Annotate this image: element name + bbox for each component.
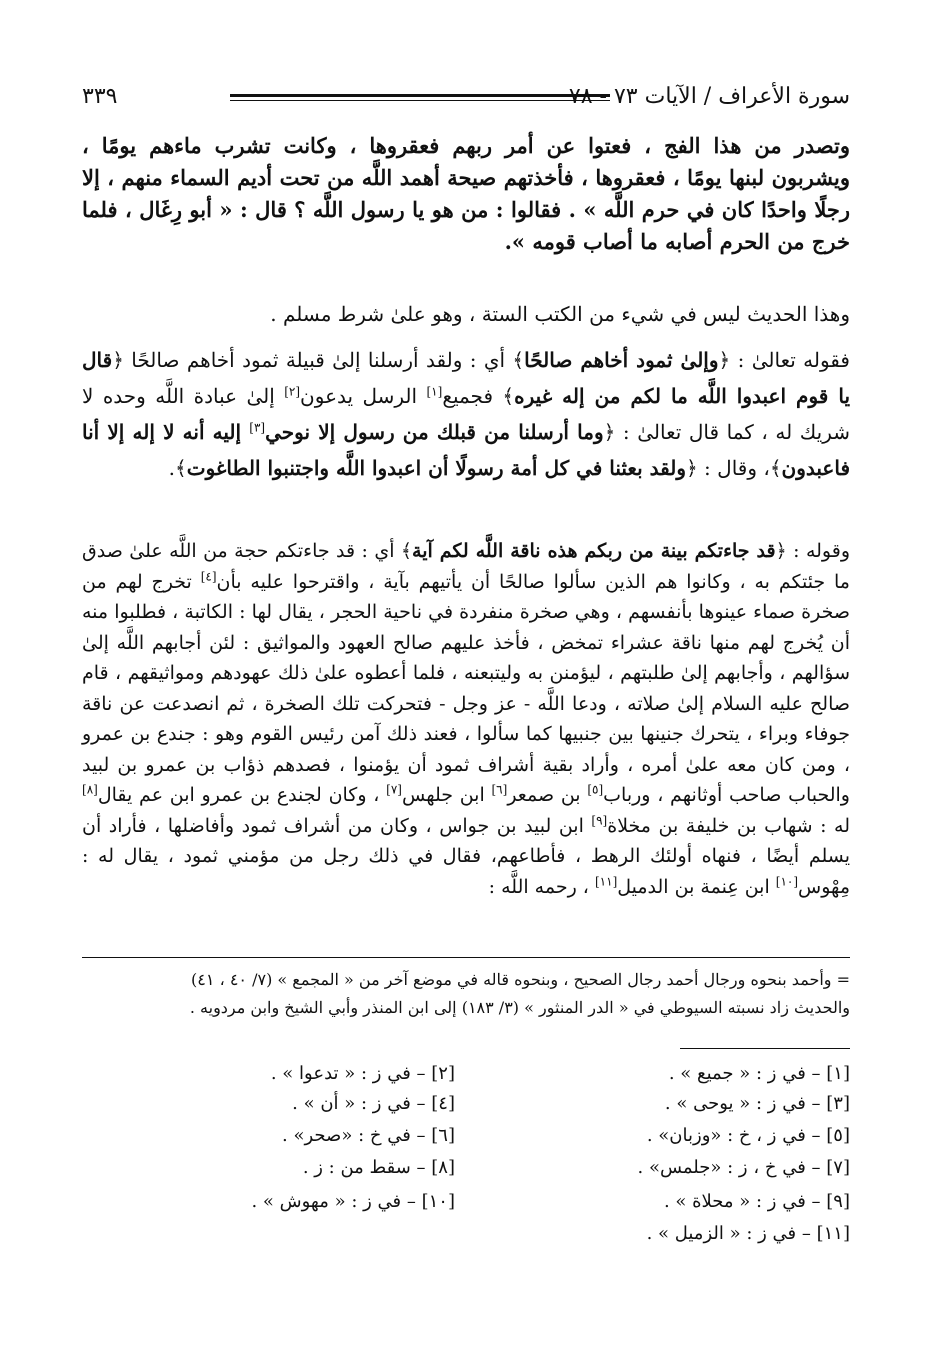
text-span: ابن جلهس bbox=[401, 784, 492, 806]
quran-verse: وما أرسلنا من قبلك من رسول إلا نوحي bbox=[265, 420, 604, 444]
tafsir-paragraph-1 bbox=[82, 342, 850, 486]
note-ref-10: [١٠] bbox=[775, 874, 799, 889]
apparatus-note: [٨] – سقط من : ز . bbox=[302, 1157, 455, 1178]
apparatus-note: [٧] – في خ ، ز : «جلمس» . bbox=[637, 1157, 850, 1178]
critical-apparatus bbox=[0, 1060, 940, 1340]
text-span: فقوله تعالىٰ : ﴿ bbox=[718, 348, 850, 372]
header-rule bbox=[230, 94, 610, 97]
note-text: في ز : « الزميل » . bbox=[646, 1223, 797, 1244]
apparatus-note: [١] – في ز : « جميع » . bbox=[668, 1063, 850, 1084]
quran-verse: وإلىٰ ثمود أخاهم صالحًا bbox=[524, 348, 719, 372]
page-number: ٣٣٩ bbox=[82, 84, 118, 109]
note-ref-3: [٣] bbox=[249, 420, 266, 435]
apparatus-note: [٩] – في ز : « محلاة » . bbox=[663, 1191, 850, 1212]
note-number: [٩] bbox=[826, 1191, 850, 1212]
page-header bbox=[82, 82, 850, 112]
note-number: [٤] bbox=[431, 1093, 455, 1114]
note-text: سقط من : ز . bbox=[302, 1157, 411, 1178]
note-ref-2: [٢] bbox=[284, 384, 301, 399]
note-number: [٥] bbox=[826, 1125, 850, 1146]
note-text: في ز : « يوحى » . bbox=[664, 1093, 806, 1114]
text-span: وقوله : ﴿ bbox=[775, 540, 851, 562]
quran-verse: ولقد بعثنا في كل أمة رسولًا أن اعبدوا اللَّه واجتنبوا الطاغوت bbox=[186, 456, 686, 480]
footnote-line: والحديث زاد نسبته السيوطي في « الدر المنثور » (٣/ ١٨٣) إلى ابن المنذر وأبي الشيخ وابن مردويه . bbox=[189, 998, 850, 1017]
note-number: [١] bbox=[826, 1063, 850, 1084]
note-text: في ز : « تدعوا » . bbox=[270, 1063, 411, 1084]
note-ref-5: [٥] bbox=[587, 782, 604, 797]
apparatus-note: [١١] – في ز : « الزميل » . bbox=[646, 1223, 850, 1244]
text-span: له : شهاب بن خليفة بن مخلاة bbox=[607, 814, 850, 837]
apparatus-note: [٢] – في ز : « تدعوا » . bbox=[270, 1063, 455, 1084]
apparatus-note: [٤] – في ز : « أن » . bbox=[292, 1093, 455, 1114]
text-span: ابن عِنمة بن الدميل bbox=[617, 875, 776, 898]
note-ref-1: [١] bbox=[426, 384, 443, 399]
text-span: ، رحمه اللَّه : bbox=[488, 875, 595, 898]
continued-footnote bbox=[82, 966, 850, 1022]
apparatus-separator bbox=[680, 1048, 850, 1049]
note-text: في ز : « محلاة » . bbox=[663, 1191, 806, 1212]
note-number: [١٠] bbox=[421, 1191, 455, 1212]
text-span: تخرج لهم من صخرة صماء عينوها بأنفسهم ، وهي صخرة منفردة في ناحية الحجر ، يقال لها : الكاتبة ، فطلبوا منه أن يُخرج لهم منها ناقة عشراء تمخض ، فأخذ عليهم صالح العهود والمواثيق : لئن أجابهم اللَّه إلىٰ سؤالهم ، وأجابهم إلىٰ طلبتهم ، ليؤمنن به وليتبعنه ، فلما أعطوه علىٰ ذلك عهودهم ومواثيقهم ، قام صالح عليه السلام إلىٰ صلاته ، ودعا اللَّه - عز وجل - فتحركت تلك الصخرة ، ثم انصدعت عن ناقة جوفاء وبراء ، يتحرك جنينها بين جنبيها كما سألوا ، فعند ذلك آمن رئيس القوم وهو : جندع بن عمرو ، ومن كان معه علىٰ أمره ، وأراد بقية أشراف ثمود أن يؤمنوا ، فصدهم ذؤاب بن عمرو بن لبيد والحباب صاحب أوثانهم ، ورباب bbox=[82, 570, 850, 806]
note-text: في ز : « جميع » . bbox=[668, 1063, 806, 1084]
text-span: ﴾ فجميع bbox=[442, 384, 515, 408]
text-span: ﴾ أي : قد جاءتكم حجة من اللَّه علىٰ صدق ما جئتكم به ، وكانوا هم الذين سألوا صالحًا أن يأتيهم بآية ، واقترحوا عليه بأن bbox=[82, 540, 850, 593]
text-span: ابن لبيد بن جواس ، وكان من أشراف ثمود وأفاضلها ، فأراد أن يسلم أيضًا ، فنهاه أولئك الرهط ، فأطاعهم، فقال في ذلك رجل من مؤمني ثمود ، يقال له : مِهْوس bbox=[82, 814, 850, 898]
header-rule-thin bbox=[230, 100, 610, 101]
note-text: في ز ، خ : «وزبان» . bbox=[646, 1125, 806, 1146]
note-number: [٦] bbox=[431, 1125, 455, 1146]
apparatus-note: [١٠] – في ز : « مهوش » . bbox=[251, 1191, 455, 1212]
apparatus-note: [٣] – في ز : « يوحى » . bbox=[664, 1093, 850, 1114]
note-number: [١١] bbox=[816, 1223, 850, 1244]
text-span: بن صمعر bbox=[507, 784, 588, 806]
footnote-line: = وأحمد بنحوه ورجال أحمد رجال الصحيح ، وبنحوه قاله في موضع آخر من « المجمع » (٧/ ٤٠ ، ٤١) bbox=[191, 970, 850, 989]
quran-verse: قد جاءتكم بينة من ربكم هذه ناقة اللَّه لكم آية bbox=[412, 540, 776, 562]
apparatus-note: [٥] – في ز ، خ : «وزبان» . bbox=[646, 1125, 850, 1146]
footnote-separator bbox=[82, 957, 850, 958]
quran-verse: قال يا قوم اعبدوا اللَّه ما لكم من إله غيره bbox=[82, 348, 851, 408]
hadith-grading-paragraph: وهذا الحديث ليس في شيء من الكتب الستة ، وهو علىٰ شرط مسلم . bbox=[270, 302, 850, 326]
note-number: [٣] bbox=[826, 1093, 850, 1114]
text-span: ، وكان لجندع بن عمرو ابن عم يقال bbox=[97, 784, 387, 806]
text-span: الرسل يدعون bbox=[300, 384, 427, 408]
note-ref-8: [٨] bbox=[82, 782, 98, 797]
hadith-paragraph: وتصدر من هذا الفج ، فعتوا عن أمر ربهم فعقروها ، وكانت تشرب ماءهم يومًا ، ويشربون لبنها يومًا ، فعقروها ، فأخذتهم صيحة أهمد اللَّه من تحت أديم السماء منهم ، إلا رجلًا واحدًا كان في حرم اللَّه » . فقالوا : من هو يا رسول اللَّه ؟ قال : « أبو رِغَال ، فلما خرج من الحرم أصابه ما أصاب قومه ». bbox=[82, 133, 850, 254]
text-span: ﴾، وقال : ﴿ bbox=[685, 456, 782, 480]
note-text: في خ : «صحر» . bbox=[282, 1125, 411, 1146]
note-number: [٢] bbox=[431, 1063, 455, 1084]
note-number: [٧] bbox=[826, 1157, 850, 1178]
quran-verse: إليه أنه لا إله إلا أنا فاعبدون bbox=[82, 420, 850, 480]
text-span: ﴾ أي : ولقد أرسلنا إلىٰ قبيلة ثمود أخاهم صالحًا ﴿ bbox=[112, 348, 525, 372]
note-text: في ز : « مهوش » . bbox=[251, 1191, 402, 1212]
tafsir-paragraph-2 bbox=[82, 536, 850, 902]
note-ref-4: [٤] bbox=[200, 569, 217, 584]
note-ref-7: [٧] bbox=[386, 782, 402, 797]
note-ref-6: [٦] bbox=[491, 782, 508, 797]
running-title: سورة الأعراف / الآيات ٧٣ - ٧٨ bbox=[568, 84, 850, 109]
note-ref-11: [١١] bbox=[594, 874, 618, 889]
note-number: [٨] bbox=[431, 1157, 455, 1178]
note-text: في خ ، ز : «جلمس» . bbox=[637, 1157, 806, 1178]
note-ref-9: [٩] bbox=[591, 813, 608, 828]
apparatus-note: [٦] – في خ : «صحر» . bbox=[282, 1125, 455, 1146]
note-text: في ز : « أن » . bbox=[292, 1093, 411, 1114]
text-span: إلىٰ عبادة اللَّه وحده لا شريك له ، كما قال تعالىٰ : ﴿ bbox=[82, 384, 850, 444]
text-span: ﴾. bbox=[168, 456, 187, 480]
